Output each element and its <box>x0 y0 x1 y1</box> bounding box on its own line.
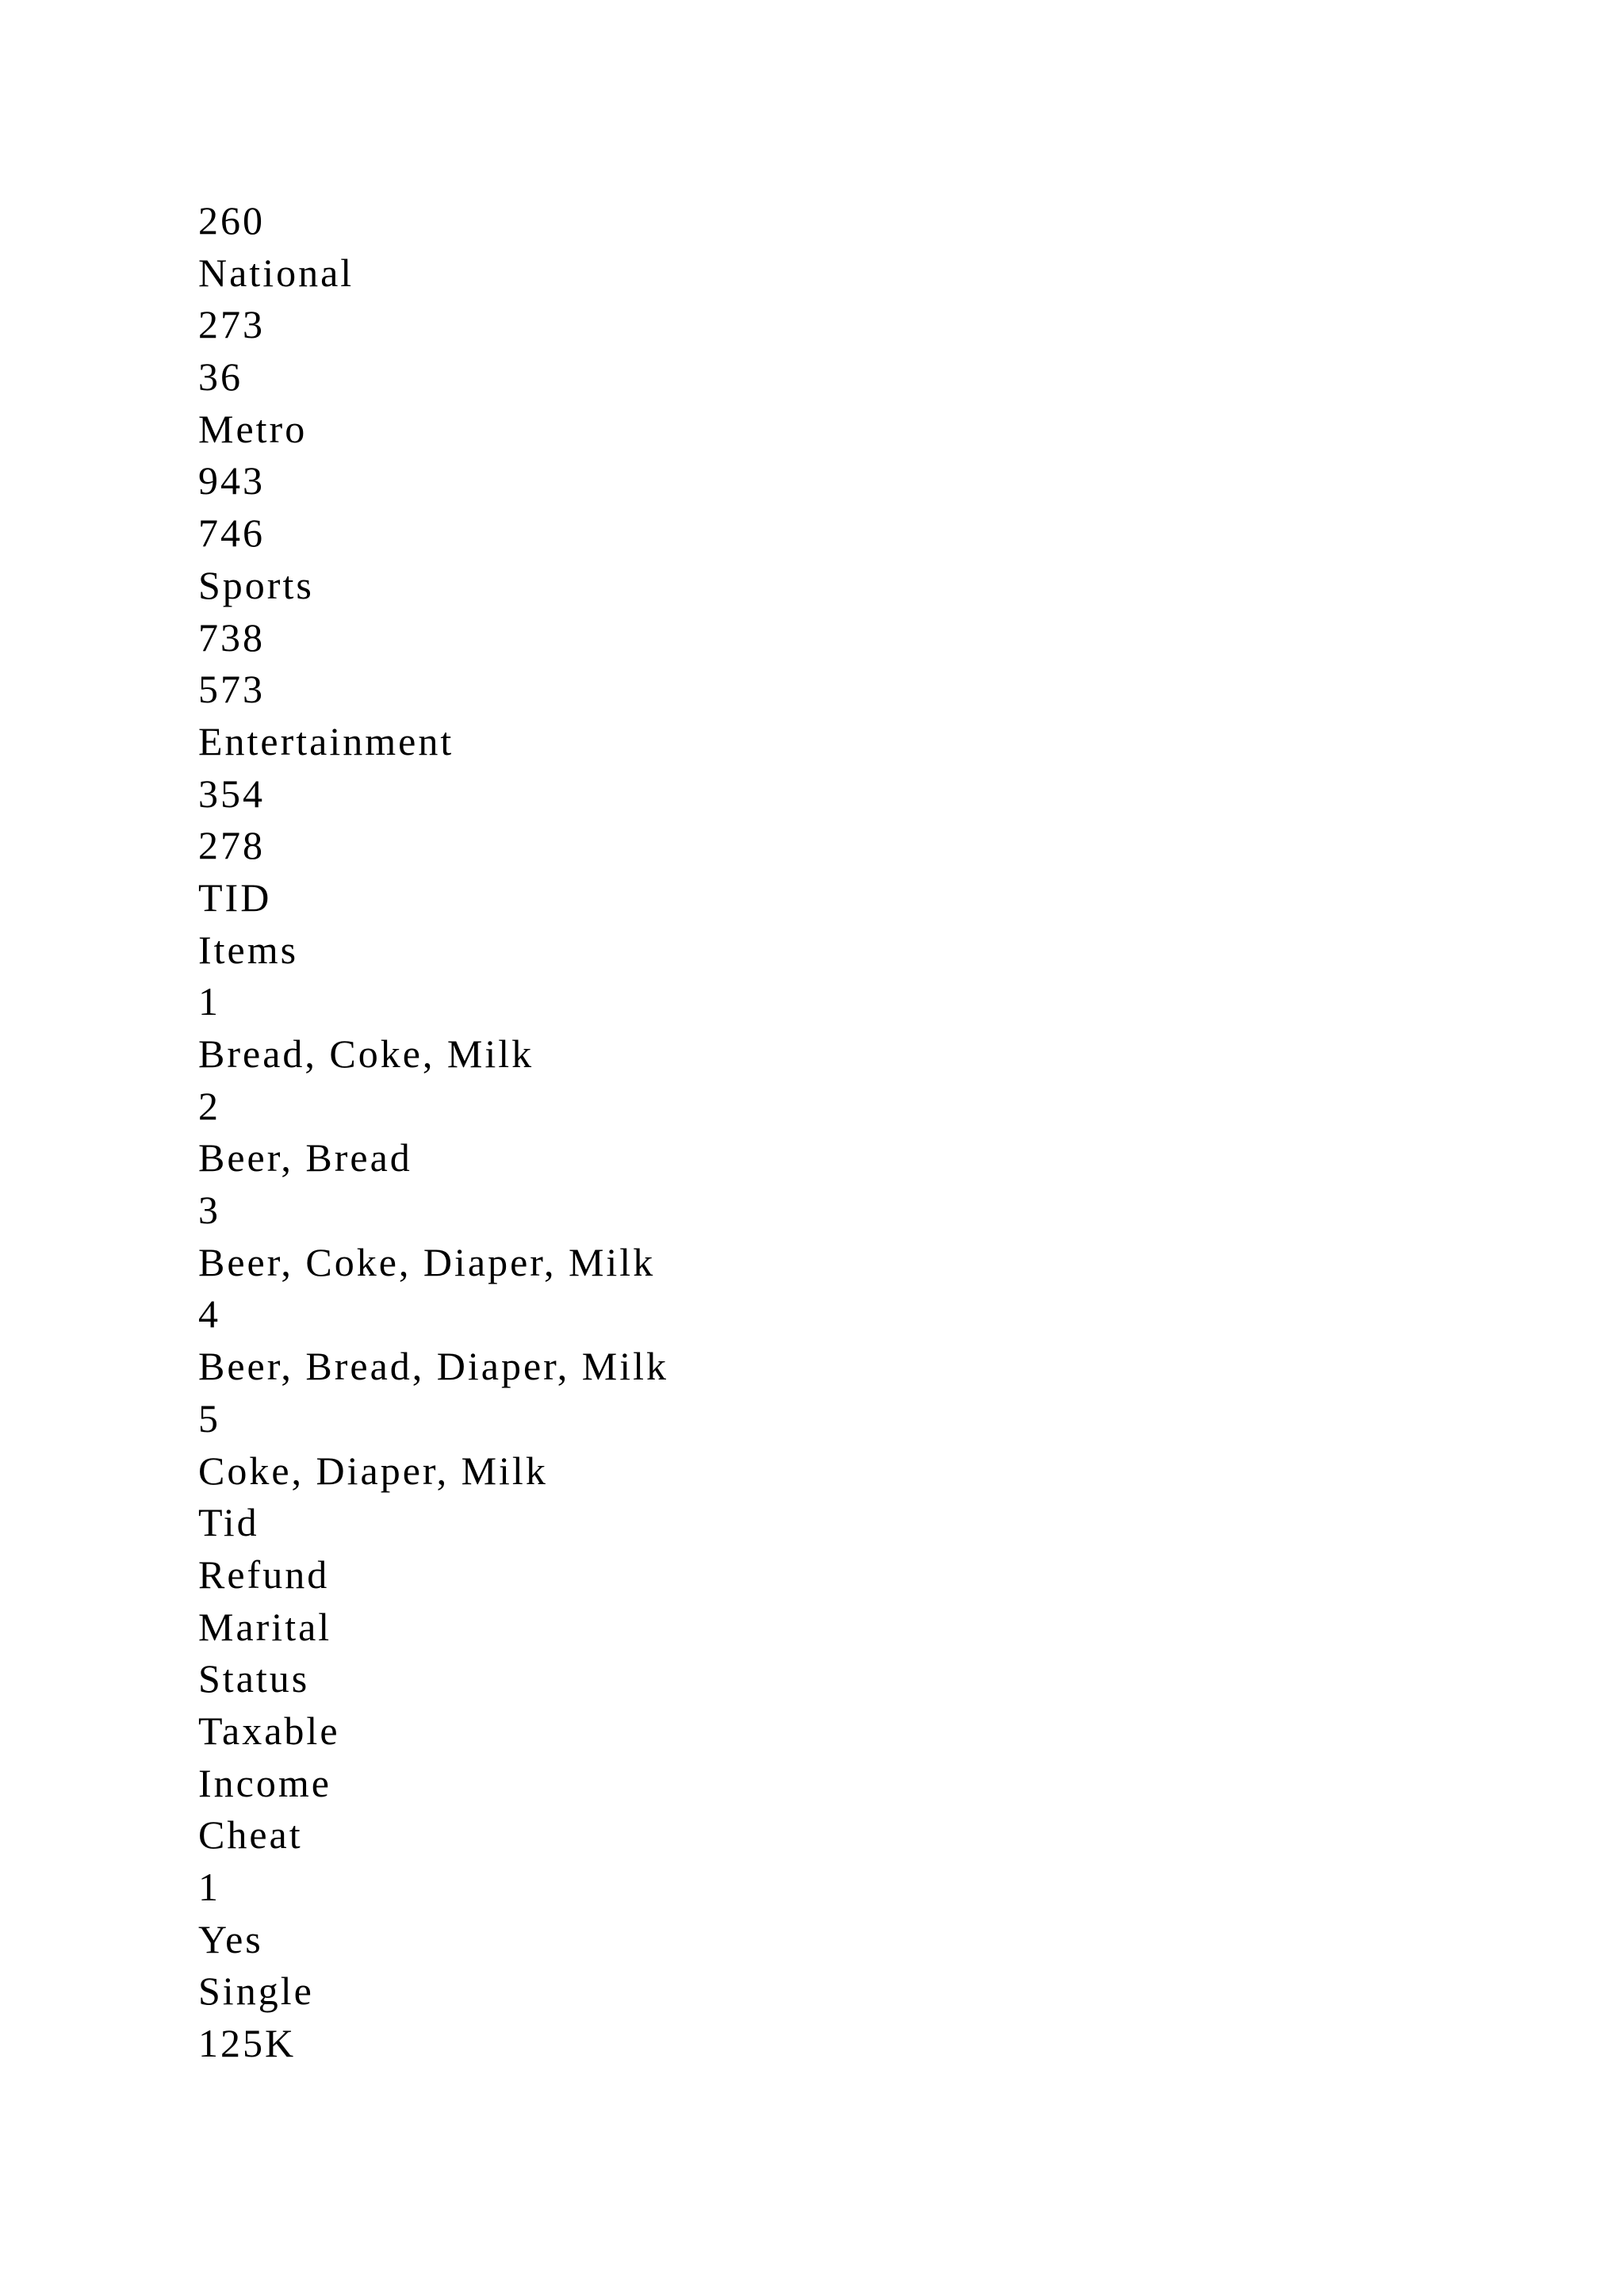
text-line: Sports <box>198 562 314 607</box>
text-line: 746 <box>198 511 265 556</box>
text-line: 3 <box>198 1188 220 1233</box>
text-line: Beer, Coke, Diaper, Milk <box>198 1239 656 1284</box>
text-line: National <box>198 250 354 295</box>
text-line: Status <box>198 1656 310 1701</box>
text-line: Coke, Diaper, Milk <box>198 1448 548 1493</box>
text-line: Beer, Bread, Diaper, Milk <box>198 1344 669 1389</box>
text-line: Tid <box>198 1500 259 1545</box>
text-line: 5 <box>198 1395 220 1441</box>
text-line: TID <box>198 874 272 920</box>
text-line: Entertainment <box>198 718 454 763</box>
text-line: Single <box>198 1969 314 2014</box>
text-line: 4 <box>198 1292 220 1337</box>
text-line: 36 <box>198 354 243 400</box>
text-line: 943 <box>198 458 265 503</box>
text-line: Cheat <box>198 1812 303 1858</box>
text-line: 273 <box>198 302 265 347</box>
text-line: Items <box>198 927 299 972</box>
text-line: Beer, Bread <box>198 1135 412 1181</box>
text-line: Bread, Coke, Milk <box>198 1031 534 1076</box>
text-line: 2 <box>198 1083 220 1128</box>
text-line: 125K <box>198 2021 297 2066</box>
text-line: Marital <box>198 1604 332 1649</box>
text-line: Income <box>198 1760 331 1805</box>
text-line: 1 <box>198 1865 220 1909</box>
text-line: Refund <box>198 1552 330 1597</box>
text-line: 573 <box>198 667 265 712</box>
text-line: Metro <box>198 406 308 451</box>
text-line: 278 <box>198 823 265 868</box>
text-line: 1 <box>198 979 220 1024</box>
text-line: 738 <box>198 614 265 660</box>
text-lines <box>198 195 668 2070</box>
text-line: Yes <box>198 1916 263 1961</box>
text-line: 260 <box>198 198 265 243</box>
text-line: 354 <box>198 771 265 816</box>
text-line: Taxable <box>198 1708 340 1753</box>
